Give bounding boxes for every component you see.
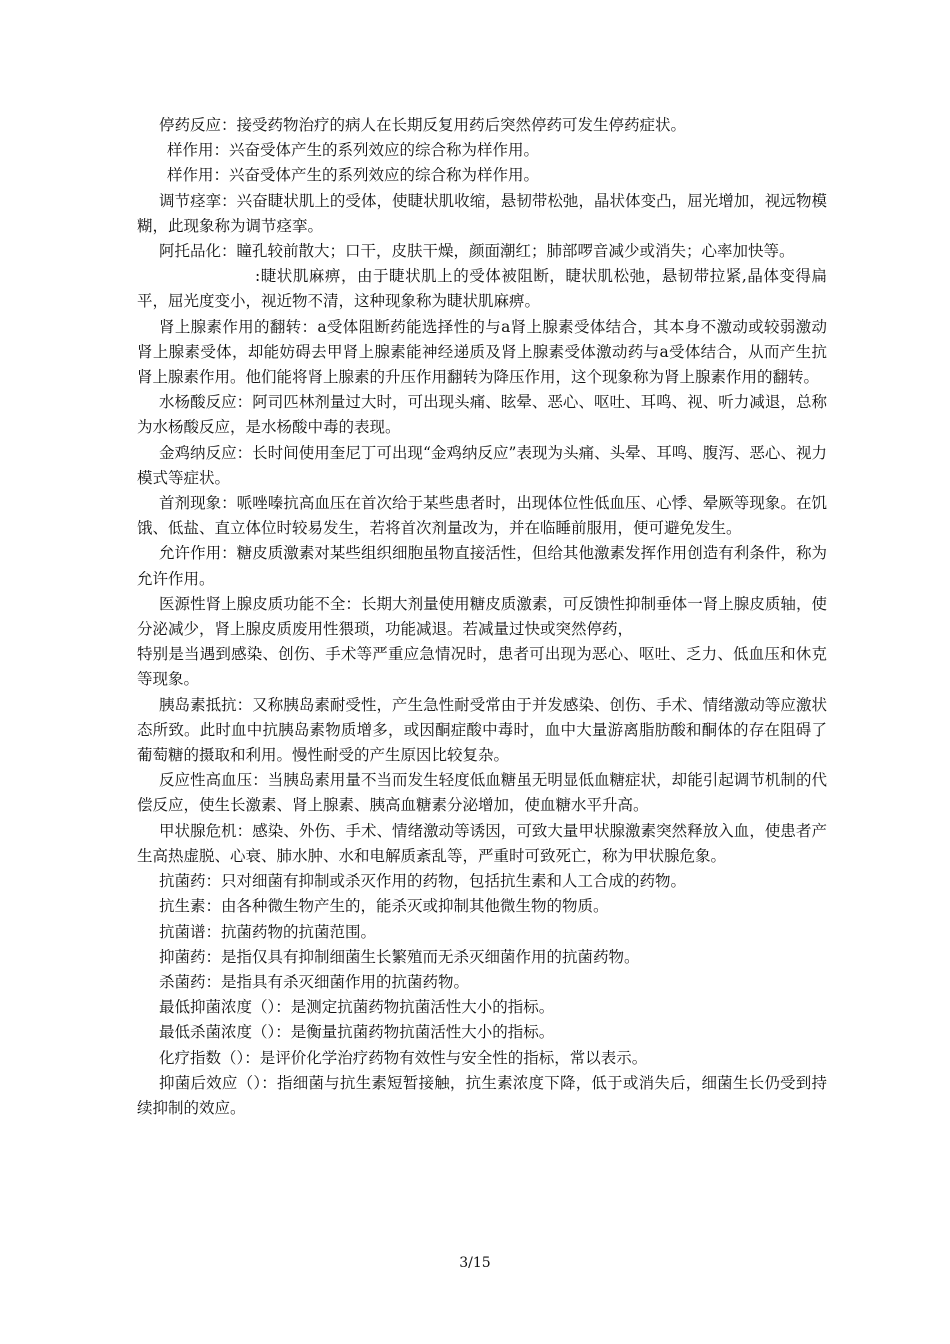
paragraph-m-like-effect: 样作用：兴奋受体产生的系列效应的综合称为样作用。 <box>167 141 540 160</box>
paragraph-adrenal-insufficiency-continued: 特别是当遇到感染、创伤、手术等严重应急情况时，患者可出现为恶心、呕吐、乏力、低血压和休克等现象。 <box>137 645 827 689</box>
paragraph-mic: 最低抑菌浓度（）：是测定抗菌药物抗菌活性大小的指标。 <box>159 998 555 1017</box>
paragraph-atropinization: 阿托品化：瞳孔较前散大；口干，皮肤干燥，颜面潮红；肺部啰音减少或消失；心率加快等。 <box>159 242 795 261</box>
paragraph-first-dose-phenomenon: 首剂现象：哌唑嗪抗高血压在首次给于某些患者时，出现体位性低血压、心悸、晕厥等现象。在饥饿、低盐、直立体位时较易发生，若将首次剂量改为，并在临睡前服用，便可避免发生。 <box>137 494 827 538</box>
page-number: 3/15 <box>459 1255 491 1271</box>
paragraph-reactive-hyperglycemia: 反应性高血压：当胰岛素用量不当而发生轻度低血糖虽无明显低血糖症状，却能引起调节机制的代偿反应，使生长激素、肾上腺素、胰高血糖素分泌增加，使血糖水平升高。 <box>137 771 827 815</box>
paragraph-antibacterial-drug: 抗菌药：只对细菌有抑制或杀灭作用的药物，包括抗生素和人工合成的药物。 <box>159 872 687 891</box>
paragraph-adrenaline-reversal: 肾上腺素作用的翻转：a受体阻断药能选择性的与a肾上腺素受体结合，其本身不激动或较弱激动肾上腺素受体，却能妨碍去甲肾上腺素能神经递质及肾上腺素受体激动药与a受体结合，从而产生抗肾上腺素作用。他们能将肾上腺素的升压作用翻转为降压作用，这个现象称为肾上腺素作用的翻转。 <box>137 317 827 387</box>
paragraph-ciliary-paralysis: :睫状肌麻痹，由于睫状肌上的受体被阻断，睫状肌松弛，悬韧带拉紧,晶体变得扁平，屈光度变小，视近物不清，这种现象称为睫状肌麻痹。 <box>137 267 827 311</box>
paragraph-post-antibiotic-effect: 抑菌后效应（）：指细菌与抗生素短暂接触，抗生素浓度下降，低于或消失后，细菌生长仍受到持续抑制的效应。 <box>137 1073 827 1117</box>
paragraph-antibiotic: 抗生素：由各种微生物产生的，能杀灭或抑制其他微生物的物质。 <box>159 897 609 916</box>
paragraph-bactericidal-drug: 杀菌药：是指具有杀灭细菌作用的抗菌药物。 <box>159 972 470 991</box>
paragraph-n-like-effect: 样作用：兴奋受体产生的系列效应的综合称为样作用。 <box>167 166 540 185</box>
paragraph-accommodation-spasm: 调节痉挛：兴奋睫状肌上的受体，使睫状肌收缩，悬韧带松弛，晶状体变凸，屈光增加，视远物模糊，此现象称为调节痉挛。 <box>137 191 827 235</box>
paragraph-bacteriostatic-drug: 抑菌药：是指仅具有抑制细菌生长繁殖而无杀灭细菌作用的抗菌药物。 <box>159 947 640 966</box>
body-text <box>137 113 827 1121</box>
paragraph-insulin-resistance: 胰岛素抵抗：又称胰岛素耐受性，产生急性耐受常由于并发感染、创伤、手术、情绪激动等应激状态所致。此时血中抗胰岛素物质增多，或因酮症酸中毒时，血中大量游离脂肪酸和酮体的存在阻碍了葡萄糖的摄取和利用。慢性耐受的产生原因比较复杂。 <box>137 695 827 765</box>
paragraph-thyroid-crisis: 甲状腺危机：感染、外伤、手术、情绪激动等诱因，可致大量甲状腺激素突然释放入血，使患者产生高热虚脱、心衰、肺水肿、水和电解质紊乱等，严重时可致死亡，称为甲状腺危象。 <box>137 821 827 865</box>
paragraph-iatrogenic-adrenal-insufficiency: 医源性肾上腺皮质功能不全：长期大剂量使用糖皮质激素，可反馈性抑制垂体一肾上腺皮质轴，使分泌减少，肾上腺皮质废用性猥琐，功能减退。若减量过快或突然停药， <box>137 594 827 639</box>
paragraph-cinchonism: 金鸡纳反应：长时间使用奎尼丁可出现“金鸡纳反应”表现为头痛、头晕、耳鸣、腹泻、恶心、视力模式等症状。 <box>137 443 827 487</box>
paragraph-chemotherapeutic-index: 化疗指数（）：是评价化学治疗药物有效性与安全性的指标，常以表示。 <box>159 1048 648 1067</box>
paragraph-permissive-action: 允许作用：糖皮质激素对某些组织细胞虽物直接活性，但给其他激素发挥作用创造有利条件，称为允许作用。 <box>137 544 827 588</box>
paragraph-salicylism: 水杨酸反应：阿司匹林剂量过大时，可出现头痛、眩晕、恶心、呕吐、耳鸣、视、听力减退，总称为水杨酸反应，是水杨酸中毒的表现。 <box>137 393 827 437</box>
paragraph-mbc: 最低杀菌浓度（）：是衡量抗菌药物抗菌活性大小的指标。 <box>159 1023 555 1042</box>
paragraph-antibacterial-spectrum: 抗菌谱：抗菌药物的抗菌范围。 <box>159 922 377 941</box>
paragraph-withdrawal-reaction: 停药反应：接受药物治疗的病人在长期反复用药后突然停药可发生停药症状。 <box>159 116 687 134</box>
